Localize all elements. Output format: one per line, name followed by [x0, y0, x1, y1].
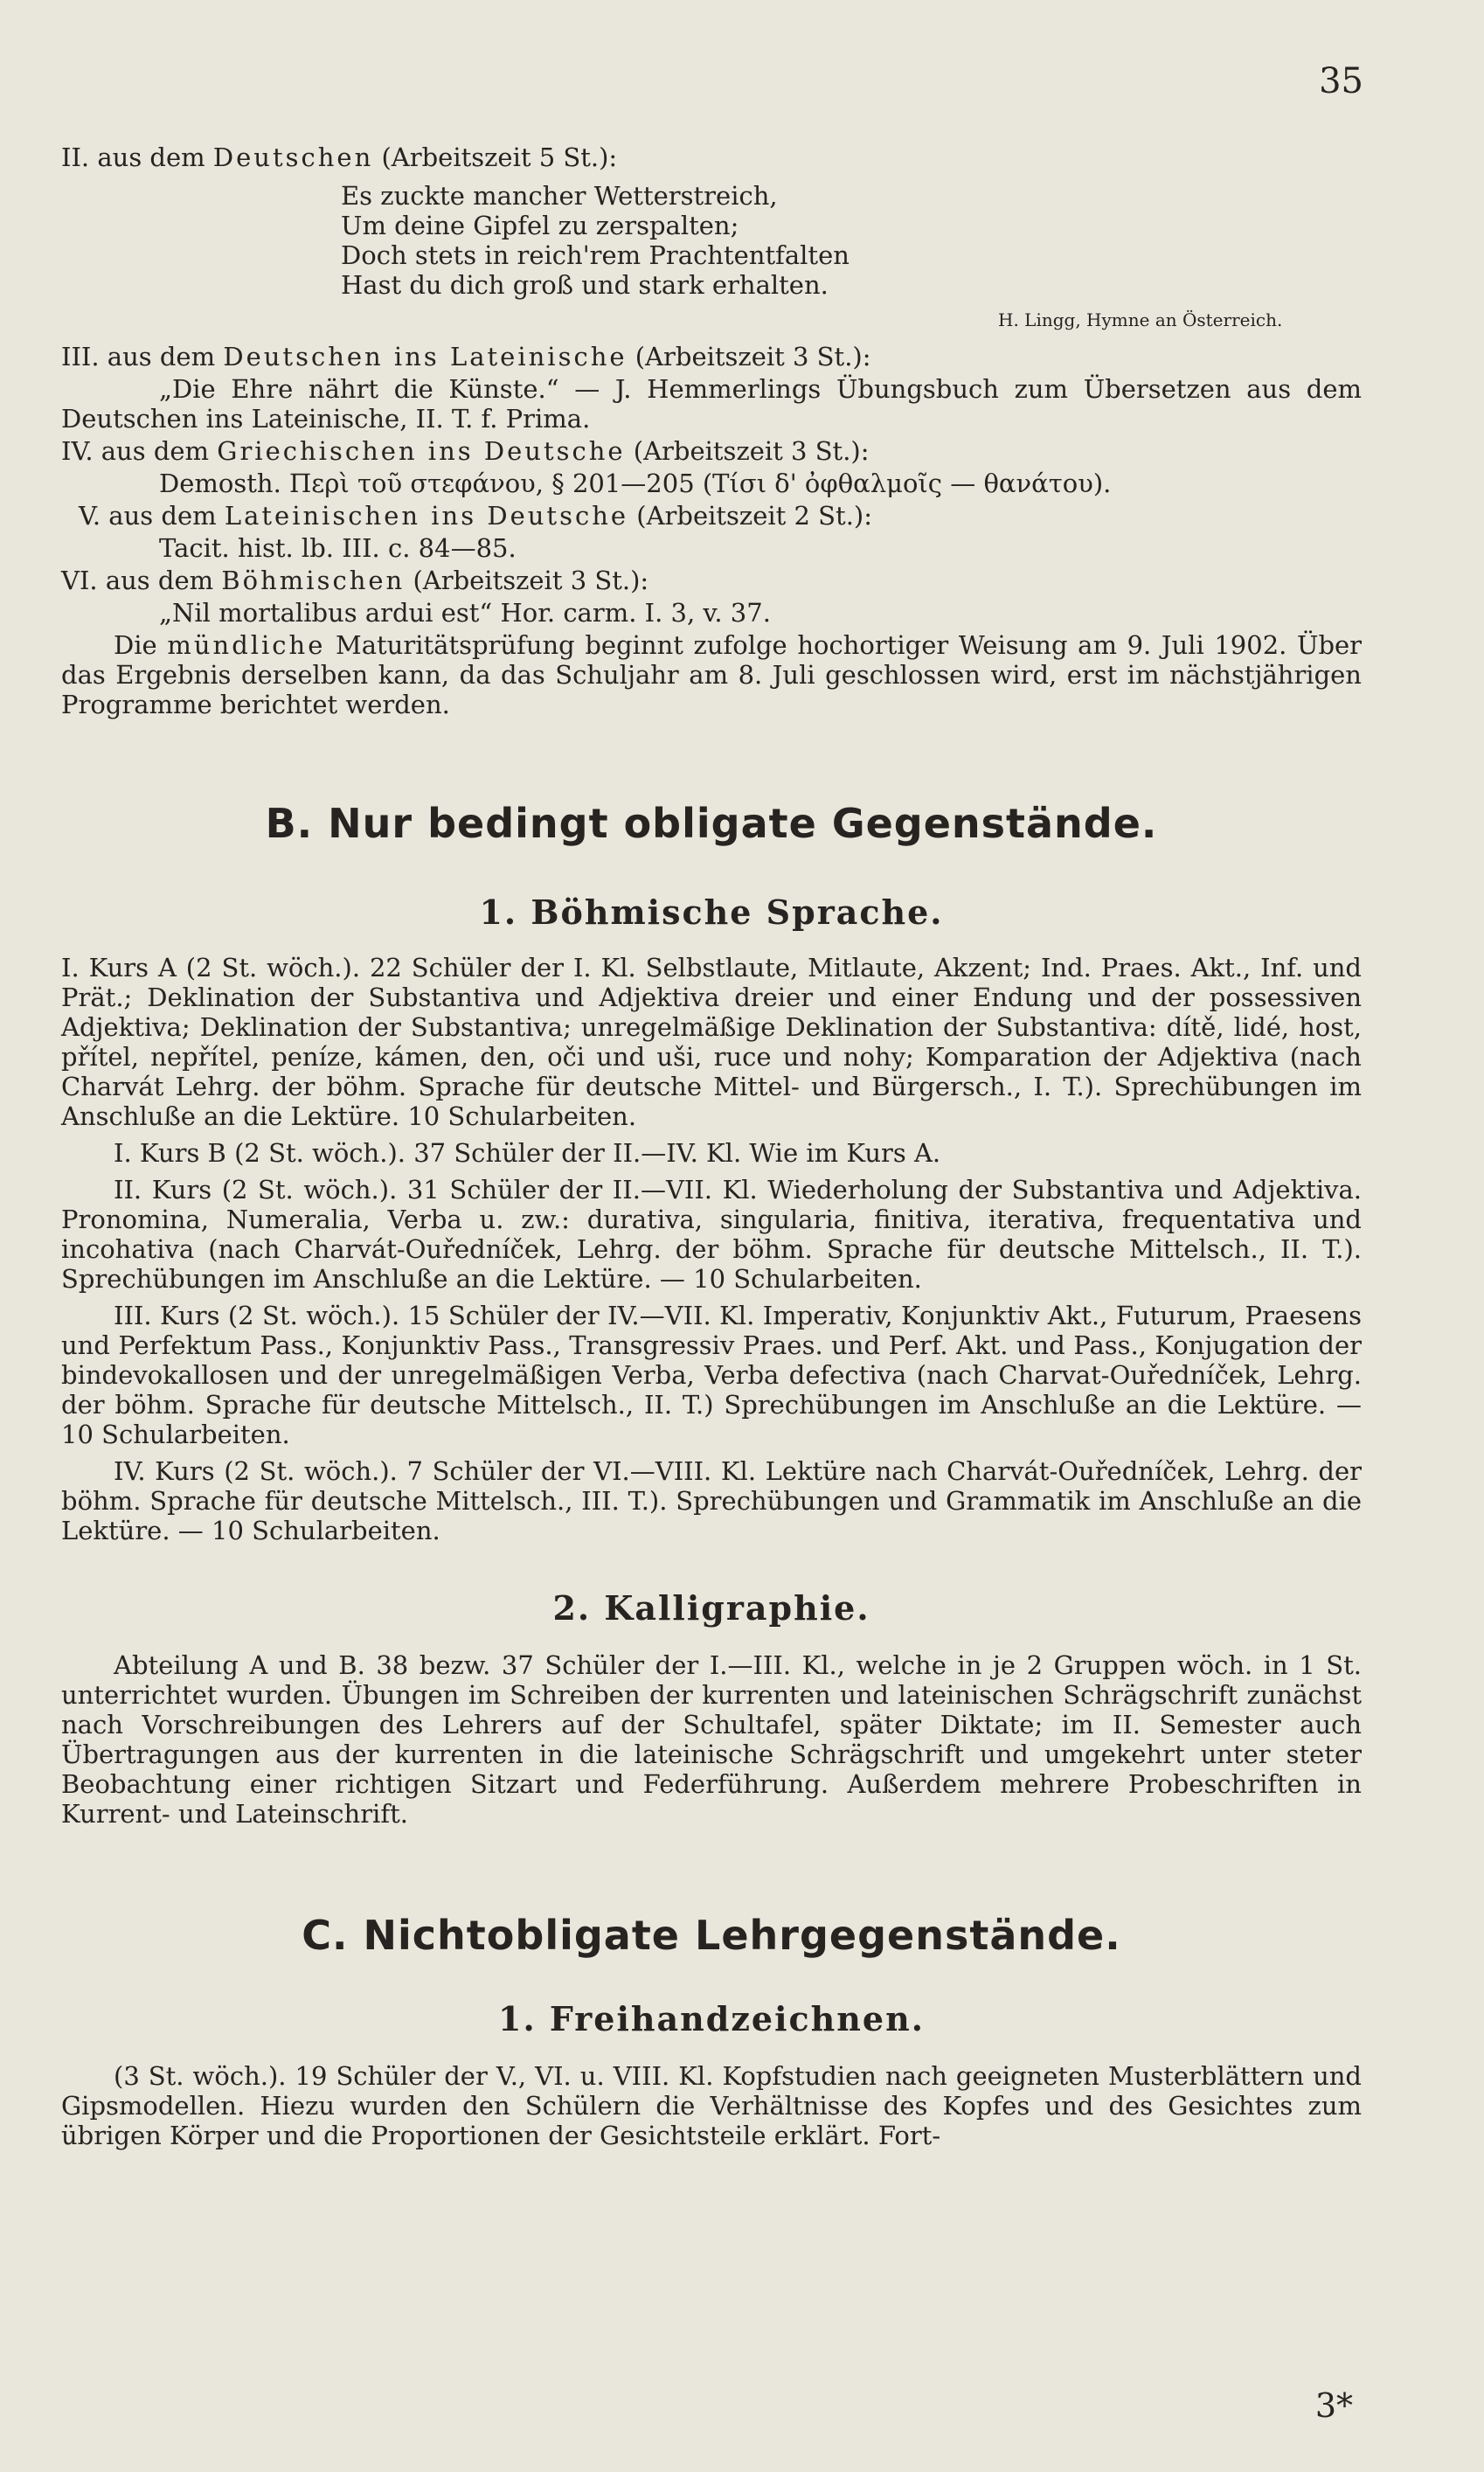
poem-line: Doch stets in reich'rem Prachtentfalten	[341, 240, 849, 270]
closing-lead: Die	[114, 630, 157, 660]
exam-item-VI-text: „Nil mortalibus ardui est“ Hor. carm. I. 3, v. 37.	[159, 598, 771, 628]
item-rest: (Arbeitszeit 3 St.):	[633, 436, 870, 466]
exam-item-III	[61, 342, 1362, 371]
exam-item-V-text: Tacit. hist. lb. III. c. 84—85.	[159, 533, 517, 563]
item-language: Lateinischen ins Deutsche	[224, 501, 629, 531]
bohemian-course-paragraph: II. Kurs (2 St. wöch.). 31 Schüler der II.—VII. Kl. Wiederholung der Substantiva und Adjektiva. Pronomina, Numeralia, Verba u. zw.: durativa, singularia, finitiva, iterativa, frequentativa und incohativa (nach Charvát-Ouředníček, Lehrg. der böhm. Sprache für deutsche Mittelsch., II. T.). Sprechübungen im Anschluße an die Lektüre. — 10 Schularbeiten.	[61, 1175, 1362, 1294]
bohemian-course-paragraph: I. Kurs B (2 St. wöch.). 37 Schüler der II.—IV. Kl. Wie im Kurs A.	[114, 1138, 941, 1168]
freehand-drawing-paragraph: (3 St. wöch.). 19 Schüler der V., VI. u. VIII. Kl. Kopfstudien nach geeigneten Musterblättern und Gipsmodellen. Hiezu wurden den Schülern die Verhältnisse des Kopfes und des Gesichtes zum übrigen Körper und die Proportionen der Gesichtsteile erklärt. Fort-	[61, 2061, 1362, 2150]
item-lead: V. aus dem	[79, 501, 217, 531]
section-C-heading: C. Nichtobligate Lehrgegenstände.	[302, 1912, 1121, 1959]
poem-block	[341, 181, 1362, 300]
item-rest: (Arbeitszeit 2 St.):	[636, 501, 873, 531]
bohemian-course-paragraph: I. Kurs A (2 St. wöch.). 22 Schüler der I. Kl. Selbstlaute, Mitlaute, Akzent; Ind. Praes. Akt., Inf. und Prät.; Deklination der Substantiva und Adjektiva dreier und einer Endung und der possessiven Adjektiva; Deklination der Substantiva; unregelmäßige Deklination der Substantiva: dítě, lidé, host, přítel, nepřítel, peníze, kámen, den, oči und uši, ruce und nohy; Komparation der Adjektiva (nach Charvát Lehrg. der böhm. Sprache für deutsche Mittel- und Bürgersch., I. T.). Sprechübungen im Anschluße an die Lektüre. 10 Schularbeiten.	[61, 953, 1362, 1131]
section-B-sub1-heading: 1. Böhmische Sprache.	[479, 892, 944, 932]
section-B-sub2-heading: 2. Kalligraphie.	[552, 1588, 870, 1628]
exam-item-IV-text: Demosth. Περὶ τοῦ στεφάνου, § 201—205 (Τίσι δ' ὀφθαλμοῖς — θανάτου).	[159, 469, 1112, 498]
section-B-heading: B. Nur bedingt obligate Gegenstände.	[265, 800, 1158, 847]
poem-line: Um deine Gipfel zu zerspalten;	[341, 211, 739, 240]
item-lead: III. aus dem	[61, 342, 216, 371]
poem-line: Es zuckte mancher Wetterstreich,	[341, 181, 778, 211]
bohemian-course-paragraph: III. Kurs (2 St. wöch.). 15 Schüler der IV.—VII. Kl. Imperativ, Konjunktiv Akt., Futurum, Praesens und Perfektum Pass., Konjunktiv Pass., Transgressiv Praes. und Perf. Akt. und Pass., Konjugation der bindevokallosen und der unregelmäßigen Verba, Verba defectiva (nach Charvat-Ouředníček, Lehrg. der böhm. Sprache für deutsche Mittelsch., II. T.) Sprechübungen im Anschluße an die Lektüre. — 10 Schularbeiten.	[61, 1301, 1362, 1449]
exam-item-II	[61, 142, 1362, 172]
exam-item-III-text: „Die Ehre nährt die Künste.“ — J. Hemmerlings Übungsbuch zum Übersetzen aus dem Deutschen ins Lateinische, II. T. f. Prima.	[61, 374, 1362, 434]
signature-mark: 3*	[1314, 2386, 1353, 2425]
item-lead: IV. aus dem	[61, 436, 210, 466]
exam-item-IV	[61, 436, 1362, 466]
bohemian-course-paragraph: IV. Kurs (2 St. wöch.). 7 Schüler der VI.—VIII. Kl. Lektüre nach Charvát-Ouředníček, Lehrg. der böhm. Sprache für deutsche Mittelsch., III. T.). Sprechübungen und Grammatik im Anschluße an die Lektüre. — 10 Schularbeiten.	[61, 1456, 1362, 1545]
closing-spaced: mündliche	[167, 630, 326, 660]
exam-item-V	[61, 501, 1362, 531]
item-language: Deutschen ins Lateinische	[223, 342, 628, 371]
item-language: Griechischen ins Deutsche	[217, 436, 626, 466]
item-language: Deutschen	[212, 142, 374, 172]
closing-paragraph	[61, 630, 1362, 719]
item-rest: (Arbeitszeit 5 St.):	[381, 142, 618, 172]
poem-citation: H. Lingg, Hymne an Österreich.	[998, 309, 1283, 330]
calligraphy-paragraph: Abteilung A und B. 38 bezw. 37 Schüler der I.—III. Kl., welche in je 2 Gruppen wöch. in 1 St. unterrichtet wurden. Übungen im Schreiben der kurrenten und lateinischen Schrägschrift zunächst nach Vorschreibungen des Lehrers auf der Schultafel, später Diktate; im II. Semester auch Übertragungen aus der kurrenten in die lateinische Schrägschrift und umgekehrt unter steter Beobachtung einer richtigen Sitzart und Federführung. Außerdem mehrere Probeschriften in Kurrent- und Lateinschrift.	[61, 1650, 1362, 1829]
page-number: 35	[1319, 61, 1363, 101]
item-language: Böhmischen	[221, 566, 406, 595]
poem-line: Hast du dich groß und stark erhalten.	[341, 270, 829, 300]
closing-rest: Maturitätsprüfung beginnt zufolge hochortiger Weisung am 9. Juli 1902. Über das Ergebnis derselben kann, da das Schuljahr am 8. Juli geschlossen wird, erst im nächstjährigen Programme berichtet werden.	[61, 630, 1363, 719]
item-rest: (Arbeitszeit 3 St.):	[635, 342, 871, 371]
page-body	[61, 140, 1362, 2157]
item-rest: (Arbeitszeit 3 St.):	[413, 566, 649, 595]
item-lead: VI. aus dem	[61, 566, 214, 595]
exam-item-VI	[61, 566, 1362, 595]
item-lead: II. aus dem	[61, 142, 205, 172]
section-C-sub1-heading: 1. Freihandzeichnen.	[498, 1999, 925, 2038]
